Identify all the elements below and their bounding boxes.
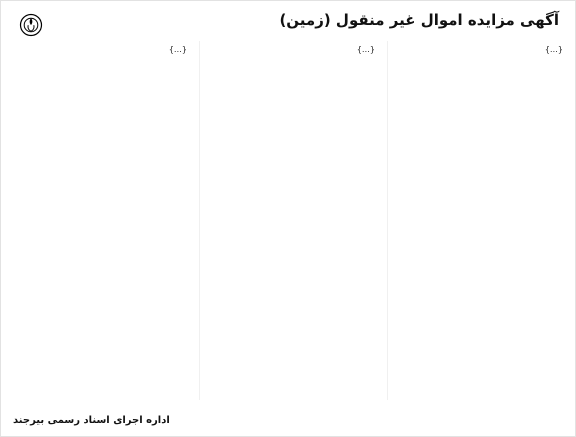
column-right-text: {…} (544, 45, 563, 54)
column-middle (199, 41, 377, 400)
iran-emblem-icon (19, 13, 43, 37)
signature-line: اداره اجرای اسناد رسمی بیرجند (13, 415, 170, 426)
notice-title: آگهی مزایده اموال غیر منقول (زمین) (279, 11, 559, 29)
column-left-text: {…} (168, 45, 187, 54)
column-left (11, 41, 189, 400)
notice-columns (11, 41, 565, 400)
column-middle-text: {…} (356, 45, 375, 54)
column-right (387, 41, 565, 400)
notice-footer (11, 406, 565, 428)
